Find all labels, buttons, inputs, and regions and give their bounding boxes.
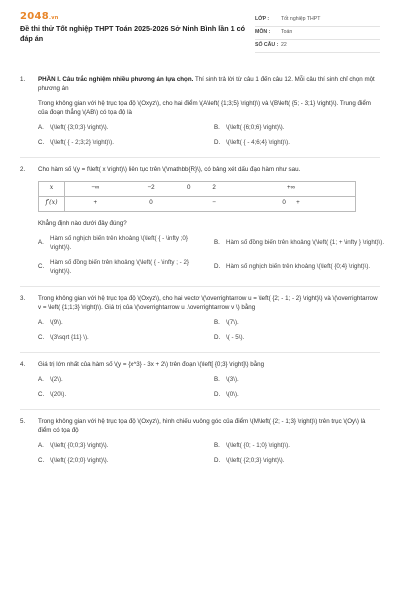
- question-text: Cho hàm số \(y = f\left( x \right)\) liên tục trên \(\mathbb{R}\), có bảng xét dấu đạo hàm như sau.: [38, 165, 301, 173]
- option-text: \(\left( {6;0;6} \right)\).: [226, 123, 285, 131]
- meta-row-class: [255, 14, 380, 27]
- option-b[interactable]: [214, 319, 386, 328]
- question-text: Giá trị lớn nhất của hàm số \(y = {x^3} - 3x + 2\) trên đoạn \(\left[ {0;3} \right]\) bằng: [38, 360, 265, 368]
- option-letter: D.: [214, 138, 221, 146]
- answer-options: [38, 124, 380, 148]
- site-logo[interactable]: [20, 10, 59, 25]
- option-letter: C.: [38, 263, 45, 271]
- option-letter: A.: [38, 441, 44, 449]
- meta-value: Tốt nghiệp THPT: [281, 16, 321, 23]
- divider: [20, 157, 380, 158]
- option-text: \(\left( {2;0;3} \right)\).: [226, 456, 285, 464]
- option-a[interactable]: [38, 442, 210, 451]
- option-b[interactable]: [214, 124, 386, 133]
- option-letter: B.: [214, 123, 220, 131]
- option-letter: C.: [38, 390, 45, 398]
- option-text: \(\left( { - 4;6;4} \right)\).: [226, 138, 290, 146]
- option-text: Hàm số nghịch biến trên khoảng \(\left( { - \infty ;0} \right)\).: [50, 234, 188, 251]
- divider: [20, 286, 380, 287]
- question-number: 4.: [20, 360, 26, 368]
- sign-table-value: +: [296, 199, 300, 207]
- option-letter: C.: [38, 333, 45, 341]
- sign-table-cell: −∞: [65, 181, 126, 196]
- option-letter: D.: [214, 263, 221, 271]
- question-number: 1.: [20, 76, 26, 83]
- option-letter: A.: [38, 123, 44, 131]
- meta-row-count: [255, 40, 380, 53]
- meta-value: Toán: [281, 29, 293, 36]
- option-text: \(\left( { - 2;3;2} \right)\).: [50, 138, 114, 146]
- option-text: Hàm số nghịch biến trên khoảng \(\left( {0;4} \right)\).: [226, 263, 371, 271]
- option-text: \(9\).: [50, 318, 63, 326]
- option-letter: B.: [214, 239, 220, 247]
- option-d[interactable]: [214, 391, 386, 400]
- option-d[interactable]: [214, 457, 386, 466]
- question-text: Trong không gian với hệ trục tọa độ \(Oxyz\), cho hai điểm \(A\left( {1;3;5} \right)\) và \(B\left( {5; - 3;1} \right)\). Trung điểm của đoạn thẳng \(AB\) có tọa độ là: [38, 99, 371, 116]
- option-b[interactable]: [214, 235, 386, 253]
- option-text: Hàm số đồng biến trên khoảng \(\left( { - \infty ; - 2} \right)\).: [50, 258, 189, 275]
- question-2: [20, 165, 385, 277]
- answer-options: [38, 442, 380, 466]
- sign-table: [38, 181, 356, 212]
- option-c[interactable]: [38, 139, 210, 148]
- section-heading-rest: Thí sinh trả lời từ câu 1 đến câu 12. Mỗi câu thí sinh chỉ chọn một phương án: [38, 76, 375, 92]
- meta-info: [255, 14, 380, 53]
- question-list: [20, 76, 385, 475]
- option-d[interactable]: [214, 334, 386, 343]
- option-a[interactable]: [38, 235, 210, 253]
- option-letter: A.: [38, 239, 44, 247]
- option-text: \(\left( {3;0;3} \right)\).: [50, 123, 109, 131]
- logo-text: 2048: [20, 11, 50, 22]
- option-letter: D.: [214, 456, 221, 464]
- question-number: 3.: [20, 294, 26, 302]
- meta-row-subject: [255, 27, 380, 40]
- question-4: [20, 361, 380, 400]
- option-letter: A.: [38, 318, 44, 326]
- option-text: \(\left( {2;0;0} \right)\).: [50, 456, 109, 464]
- option-a[interactable]: [38, 376, 210, 385]
- question-number: 2.: [20, 165, 26, 173]
- sign-table-header-x: x: [39, 181, 65, 196]
- option-b[interactable]: [214, 442, 386, 451]
- option-letter: C.: [38, 138, 45, 146]
- question-subtext: Khẳng định nào dưới đây đúng?: [38, 219, 127, 227]
- option-letter: D.: [214, 390, 221, 398]
- page-header: [0, 0, 400, 62]
- option-a[interactable]: [38, 319, 210, 328]
- sign-table-cell: 0: [126, 196, 177, 211]
- option-c[interactable]: [38, 259, 210, 277]
- option-text: Hàm số đồng biến trên khoảng \(\left( {1; + \infty } \right)\).: [226, 239, 385, 247]
- meta-value: 22: [281, 42, 287, 49]
- sign-table-cell: +: [65, 196, 126, 211]
- sign-table-value: 0: [282, 199, 286, 207]
- option-text: \(3\).: [226, 375, 239, 383]
- sign-table-cell: 0: [176, 181, 201, 196]
- option-text: \(\left( {0;0;3} \right)\).: [50, 441, 109, 449]
- section-heading-bold: PHẦN I. Câu trắc nghiệm nhiều phương án lựa chọn.: [38, 76, 194, 83]
- option-letter: B.: [214, 375, 220, 383]
- question-text: Trong không gian với hệ trục tọa độ \(Oxyz\), hình chiếu vuông góc của điểm \(M\left( {2; - 1;3} \right)\) trên trục \(Oy\) là điểm có tọa độ: [38, 417, 366, 434]
- option-text: \(7\).: [226, 318, 239, 326]
- sign-table-row-derivative: [39, 196, 356, 211]
- divider: [20, 409, 380, 410]
- option-text: \(\left( {0; - 1;0} \right)\).: [226, 441, 290, 449]
- option-text: \( - 5\).: [226, 333, 245, 341]
- option-letter: D.: [214, 333, 221, 341]
- option-text: \(20\).: [50, 390, 67, 398]
- answer-options: [38, 319, 380, 343]
- option-c[interactable]: [38, 391, 210, 400]
- sign-table-cell: [176, 196, 201, 211]
- question-3: [20, 295, 380, 343]
- meta-label: MÔN :: [255, 29, 271, 36]
- option-c[interactable]: [38, 457, 210, 466]
- divider: [20, 352, 380, 353]
- question-1: [20, 76, 380, 148]
- sign-table-row-x: [39, 181, 356, 196]
- sign-table-cell: −2: [126, 181, 177, 196]
- sign-table-cell: −: [201, 196, 227, 211]
- answer-options: [38, 376, 380, 400]
- sign-table-cell: +∞: [227, 181, 355, 196]
- meta-label: LỚP :: [255, 16, 270, 23]
- option-text: \(0\).: [226, 390, 239, 398]
- meta-label: SỐ CÂU :: [255, 42, 279, 49]
- option-a[interactable]: [38, 124, 210, 133]
- option-letter: A.: [38, 375, 44, 383]
- document-title: Đề thi thử Tốt nghiệp THPT Toán 2025-2026 Sở Ninh Bình lần 1 có đáp án: [20, 24, 246, 44]
- sign-table-cell: 2: [201, 181, 227, 196]
- option-d[interactable]: [214, 259, 386, 277]
- question-5: [20, 418, 380, 466]
- option-letter: C.: [38, 456, 45, 464]
- option-letter: B.: [214, 318, 220, 326]
- option-c[interactable]: [38, 334, 210, 343]
- sign-table-cell: [227, 196, 355, 211]
- question-text: Trong không gian với hệ trục tọa độ \(Oxyz\), cho hai vectơ \(\overrightarrow u = \left( {2; - 1; - 2} \right)\) và \(\overrightarrow v = \left( {1;1;3} \right)\). Giá trị của \(\overrightarrow u .\overrightarrow v \) bằng: [38, 294, 378, 311]
- sign-table-header-fprime: f′(x): [39, 196, 65, 211]
- option-b[interactable]: [214, 376, 386, 385]
- question-number: 5.: [20, 417, 26, 425]
- option-text: \(2\).: [50, 375, 63, 383]
- option-d[interactable]: [214, 139, 386, 148]
- logo-suffix: .vn: [49, 15, 59, 21]
- option-letter: B.: [214, 441, 220, 449]
- option-text: \(3\sqrt {11} \).: [50, 333, 89, 341]
- section-heading: [38, 76, 380, 94]
- answer-options: [38, 234, 385, 277]
